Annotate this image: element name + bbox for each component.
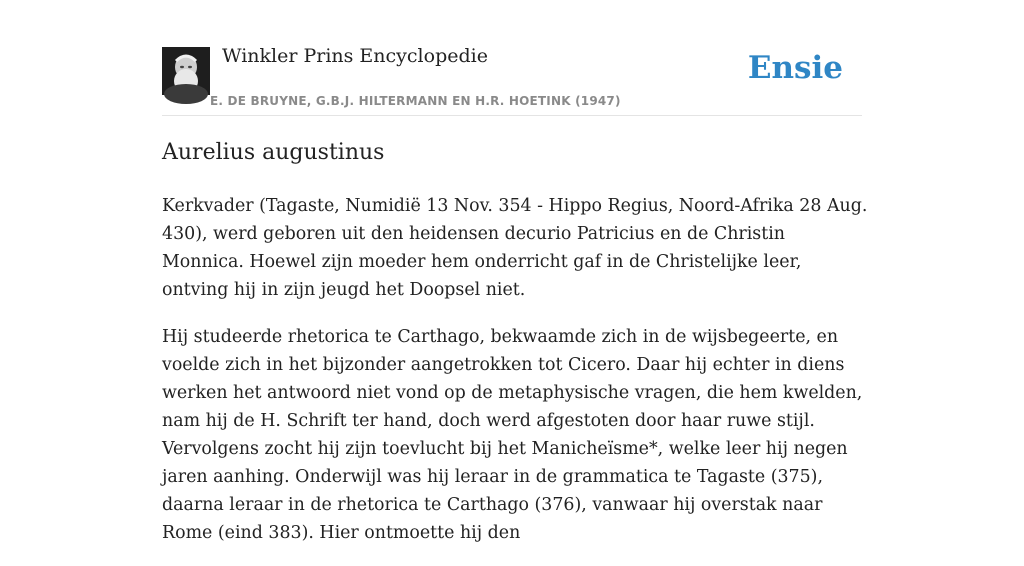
article-paragraph: Hij studeerde rhetorica te Carthago, bekwaamde zich in de wijsbegeerte, en voelde zich in het bijzonder aangetrokken tot Cicero. Daar hij echter in diens werken het antwoord niet vond op de metaphysische vragen, die hem kwelden, nam hij de H. Schrift ter hand, doch werd afgestoten door haar ruwe stijl. Vervolgens zocht hij zijn toevlucht bij het Manicheïsme*, welke leer hij negen jaren aanhing. Onderwijl was hij leraar in de grammatica te Tagaste (375), daarna leraar in de rhetorica te Carthago (376), vanwaar hij overstak naar Rome (eind 383). Hier ontmoette hij den [162,327,863,543]
brand-logo[interactable]: Ensie [747,50,843,86]
article-title: Aurelius augustinus [162,140,385,165]
source-header [162,0,862,116]
article-body [162,192,872,566]
article-paragraph: Kerkvader (Tagaste, Numidië 13 Nov. 354 - Hippo Regius, Noord-Afrika 28 Aug. 430), werd geboren uit den heidensen decurio Patricius en de Christin Monnica. Hoewel zijn moeder hem onderricht gaf in de Christelijke leer, ontving hij in zijn jeugd het Doopsel niet. [162,196,868,300]
source-authors: E. DE BRUYNE, G.B.J. HILTERMANN EN H.R. HOETINK (1947) [210,94,621,108]
source-title[interactable]: Winkler Prins Encyclopedie [222,45,488,67]
author-avatar [162,47,210,95]
